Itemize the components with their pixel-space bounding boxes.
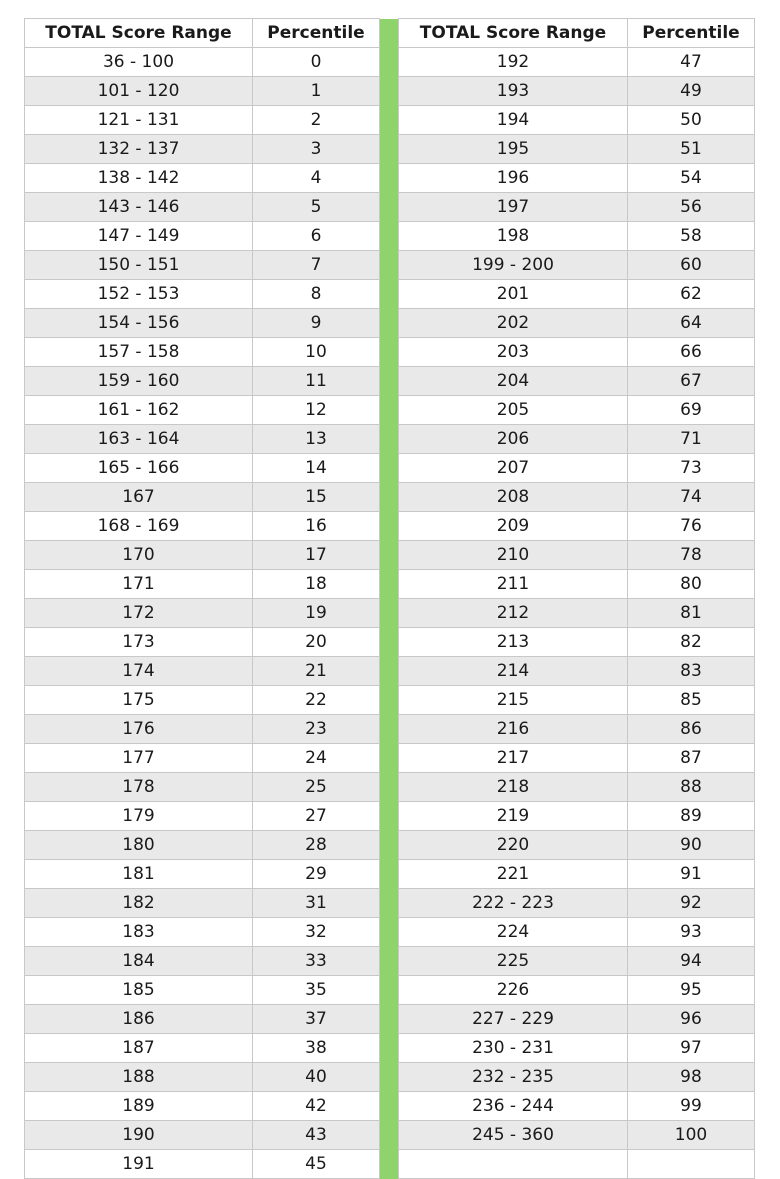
right-percentile-cell: 95 <box>628 976 755 1005</box>
table-row <box>25 483 755 512</box>
left-score-range-cell: 173 <box>25 628 253 657</box>
right-score-range-cell: 218 <box>399 773 628 802</box>
left-score-range-cell: 180 <box>25 831 253 860</box>
left-score-range-cell: 159 - 160 <box>25 367 253 396</box>
right-score-range-cell: 213 <box>399 628 628 657</box>
separator-cell <box>380 425 399 454</box>
separator-cell <box>380 1005 399 1034</box>
separator-cell <box>380 106 399 135</box>
table-row <box>25 425 755 454</box>
separator-cell <box>380 628 399 657</box>
left-percentile-cell: 10 <box>253 338 380 367</box>
right-percentile-cell: 93 <box>628 918 755 947</box>
left-score-range-cell: 175 <box>25 686 253 715</box>
right-percentile-cell: 47 <box>628 48 755 77</box>
right-score-range-cell: 212 <box>399 599 628 628</box>
left-score-range-cell: 147 - 149 <box>25 222 253 251</box>
left-percentile-cell: 37 <box>253 1005 380 1034</box>
table-row <box>25 222 755 251</box>
table-row <box>25 918 755 947</box>
right-score-range-cell <box>399 1150 628 1179</box>
right-score-range-cell: 201 <box>399 280 628 309</box>
left-percentile-cell: 28 <box>253 831 380 860</box>
separator-cell <box>380 947 399 976</box>
table-row <box>25 802 755 831</box>
right-percentile-cell: 73 <box>628 454 755 483</box>
left-percentile-cell: 8 <box>253 280 380 309</box>
right-score-range-cell: 197 <box>399 193 628 222</box>
table-row <box>25 889 755 918</box>
right-percentile-cell: 98 <box>628 1063 755 1092</box>
separator-cell <box>380 802 399 831</box>
separator-cell <box>380 1034 399 1063</box>
right-score-range-cell: 225 <box>399 947 628 976</box>
separator-cell <box>380 512 399 541</box>
table-row <box>25 947 755 976</box>
left-score-range-cell: 167 <box>25 483 253 512</box>
left-percentile-cell: 33 <box>253 947 380 976</box>
left-score-range-cell: 190 <box>25 1121 253 1150</box>
separator-cell <box>380 1092 399 1121</box>
table-row <box>25 657 755 686</box>
right-percentile-cell: 96 <box>628 1005 755 1034</box>
left-score-range-cell: 182 <box>25 889 253 918</box>
separator-cell <box>380 338 399 367</box>
left-score-range-cell: 168 - 169 <box>25 512 253 541</box>
right-score-range-cell: 245 - 360 <box>399 1121 628 1150</box>
table-row <box>25 454 755 483</box>
right-percentile-cell: 82 <box>628 628 755 657</box>
right-score-range-cell: 202 <box>399 309 628 338</box>
table-row <box>25 1005 755 1034</box>
right-score-range-cell: 214 <box>399 657 628 686</box>
right-score-range-cell: 193 <box>399 77 628 106</box>
right-percentile-cell: 86 <box>628 715 755 744</box>
separator-cell <box>380 164 399 193</box>
right-percentile-cell: 85 <box>628 686 755 715</box>
right-score-range-cell: 236 - 244 <box>399 1092 628 1121</box>
left-percentile-cell: 21 <box>253 657 380 686</box>
header-score-range-right: TOTAL Score Range <box>399 19 628 48</box>
left-percentile-cell: 3 <box>253 135 380 164</box>
right-score-range-cell: 224 <box>399 918 628 947</box>
left-score-range-cell: 161 - 162 <box>25 396 253 425</box>
table-row <box>25 1034 755 1063</box>
separator-cell <box>380 1150 399 1179</box>
right-percentile-cell: 81 <box>628 599 755 628</box>
separator-cell <box>380 976 399 1005</box>
right-score-range-cell: 203 <box>399 338 628 367</box>
separator-cell <box>380 1063 399 1092</box>
right-percentile-cell: 83 <box>628 657 755 686</box>
left-percentile-cell: 45 <box>253 1150 380 1179</box>
right-percentile-cell: 49 <box>628 77 755 106</box>
right-percentile-cell: 54 <box>628 164 755 193</box>
right-percentile-cell: 56 <box>628 193 755 222</box>
separator-cell <box>380 193 399 222</box>
right-percentile-cell <box>628 1150 755 1179</box>
right-score-range-cell: 206 <box>399 425 628 454</box>
right-score-range-cell: 199 - 200 <box>399 251 628 280</box>
right-score-range-cell: 210 <box>399 541 628 570</box>
right-percentile-cell: 90 <box>628 831 755 860</box>
right-score-range-cell: 195 <box>399 135 628 164</box>
right-score-range-cell: 209 <box>399 512 628 541</box>
separator-cell <box>380 135 399 164</box>
left-percentile-cell: 11 <box>253 367 380 396</box>
table-row <box>25 976 755 1005</box>
left-score-range-cell: 150 - 151 <box>25 251 253 280</box>
left-score-range-cell: 191 <box>25 1150 253 1179</box>
table-row <box>25 1121 755 1150</box>
left-percentile-cell: 35 <box>253 976 380 1005</box>
separator-cell <box>380 48 399 77</box>
left-score-range-cell: 189 <box>25 1092 253 1121</box>
left-score-range-cell: 185 <box>25 976 253 1005</box>
left-score-range-cell: 163 - 164 <box>25 425 253 454</box>
right-score-range-cell: 226 <box>399 976 628 1005</box>
left-score-range-cell: 154 - 156 <box>25 309 253 338</box>
right-percentile-cell: 58 <box>628 222 755 251</box>
left-percentile-cell: 22 <box>253 686 380 715</box>
left-percentile-cell: 14 <box>253 454 380 483</box>
right-score-range-cell: 204 <box>399 367 628 396</box>
left-score-range-cell: 143 - 146 <box>25 193 253 222</box>
table-row <box>25 251 755 280</box>
separator-cell <box>380 396 399 425</box>
table-row <box>25 773 755 802</box>
left-score-range-cell: 177 <box>25 744 253 773</box>
table-row <box>25 1063 755 1092</box>
right-percentile-cell: 88 <box>628 773 755 802</box>
table-row <box>25 512 755 541</box>
table-row <box>25 599 755 628</box>
right-score-range-cell: 217 <box>399 744 628 773</box>
left-score-range-cell: 121 - 131 <box>25 106 253 135</box>
separator-cell <box>380 367 399 396</box>
table-body <box>25 48 755 1179</box>
separator-cell <box>380 77 399 106</box>
left-percentile-cell: 20 <box>253 628 380 657</box>
table-row <box>25 280 755 309</box>
right-percentile-cell: 71 <box>628 425 755 454</box>
right-score-range-cell: 198 <box>399 222 628 251</box>
separator-cell <box>380 831 399 860</box>
right-percentile-cell: 89 <box>628 802 755 831</box>
separator-cell <box>380 599 399 628</box>
right-score-range-cell: 222 - 223 <box>399 889 628 918</box>
table-row <box>25 541 755 570</box>
separator-cell <box>380 251 399 280</box>
right-score-range-cell: 207 <box>399 454 628 483</box>
left-percentile-cell: 29 <box>253 860 380 889</box>
separator-cell <box>380 309 399 338</box>
table-row <box>25 135 755 164</box>
left-score-range-cell: 188 <box>25 1063 253 1092</box>
left-percentile-cell: 5 <box>253 193 380 222</box>
left-score-range-cell: 101 - 120 <box>25 77 253 106</box>
right-percentile-cell: 64 <box>628 309 755 338</box>
left-percentile-cell: 7 <box>253 251 380 280</box>
left-score-range-cell: 176 <box>25 715 253 744</box>
left-score-range-cell: 132 - 137 <box>25 135 253 164</box>
left-percentile-cell: 43 <box>253 1121 380 1150</box>
right-score-range-cell: 196 <box>399 164 628 193</box>
separator-cell <box>380 889 399 918</box>
separator-cell <box>380 657 399 686</box>
left-percentile-cell: 38 <box>253 1034 380 1063</box>
left-percentile-cell: 23 <box>253 715 380 744</box>
separator-cell <box>380 222 399 251</box>
header-percentile-left: Percentile <box>253 19 380 48</box>
left-percentile-cell: 27 <box>253 802 380 831</box>
left-score-range-cell: 181 <box>25 860 253 889</box>
separator-cell <box>380 918 399 947</box>
left-percentile-cell: 18 <box>253 570 380 599</box>
separator-cell <box>380 686 399 715</box>
right-percentile-cell: 74 <box>628 483 755 512</box>
separator-cell <box>380 454 399 483</box>
left-percentile-cell: 4 <box>253 164 380 193</box>
left-score-range-cell: 174 <box>25 657 253 686</box>
right-percentile-cell: 67 <box>628 367 755 396</box>
table-row <box>25 1150 755 1179</box>
right-score-range-cell: 211 <box>399 570 628 599</box>
left-percentile-cell: 0 <box>253 48 380 77</box>
separator-cell <box>380 773 399 802</box>
right-score-range-cell: 227 - 229 <box>399 1005 628 1034</box>
separator-cell <box>380 570 399 599</box>
left-score-range-cell: 178 <box>25 773 253 802</box>
right-score-range-cell: 232 - 235 <box>399 1063 628 1092</box>
left-score-range-cell: 187 <box>25 1034 253 1063</box>
left-percentile-cell: 15 <box>253 483 380 512</box>
score-percentile-table <box>24 18 755 1179</box>
table-row <box>25 831 755 860</box>
right-percentile-cell: 100 <box>628 1121 755 1150</box>
table-row <box>25 309 755 338</box>
right-percentile-cell: 94 <box>628 947 755 976</box>
right-percentile-cell: 60 <box>628 251 755 280</box>
right-score-range-cell: 205 <box>399 396 628 425</box>
left-percentile-cell: 9 <box>253 309 380 338</box>
right-percentile-cell: 99 <box>628 1092 755 1121</box>
left-percentile-cell: 24 <box>253 744 380 773</box>
table-row <box>25 106 755 135</box>
left-percentile-cell: 6 <box>253 222 380 251</box>
right-score-range-cell: 208 <box>399 483 628 512</box>
table-row <box>25 570 755 599</box>
table-row <box>25 338 755 367</box>
header-score-range-left: TOTAL Score Range <box>25 19 253 48</box>
left-score-range-cell: 186 <box>25 1005 253 1034</box>
right-score-range-cell: 215 <box>399 686 628 715</box>
separator-cell <box>380 483 399 512</box>
right-score-range-cell: 216 <box>399 715 628 744</box>
left-percentile-cell: 19 <box>253 599 380 628</box>
left-percentile-cell: 17 <box>253 541 380 570</box>
right-score-range-cell: 219 <box>399 802 628 831</box>
left-percentile-cell: 32 <box>253 918 380 947</box>
header-percentile-right: Percentile <box>628 19 755 48</box>
right-percentile-cell: 62 <box>628 280 755 309</box>
left-percentile-cell: 16 <box>253 512 380 541</box>
separator-cell <box>380 744 399 773</box>
table-row <box>25 686 755 715</box>
column-separator <box>380 19 399 48</box>
percentile-table-container <box>24 18 754 1179</box>
separator-cell <box>380 860 399 889</box>
table-row <box>25 164 755 193</box>
right-percentile-cell: 78 <box>628 541 755 570</box>
right-percentile-cell: 91 <box>628 860 755 889</box>
left-percentile-cell: 40 <box>253 1063 380 1092</box>
right-score-range-cell: 230 - 231 <box>399 1034 628 1063</box>
left-percentile-cell: 12 <box>253 396 380 425</box>
left-score-range-cell: 172 <box>25 599 253 628</box>
right-percentile-cell: 69 <box>628 396 755 425</box>
table-row <box>25 193 755 222</box>
table-row <box>25 628 755 657</box>
right-percentile-cell: 80 <box>628 570 755 599</box>
right-score-range-cell: 220 <box>399 831 628 860</box>
right-percentile-cell: 87 <box>628 744 755 773</box>
left-score-range-cell: 157 - 158 <box>25 338 253 367</box>
left-percentile-cell: 13 <box>253 425 380 454</box>
separator-cell <box>380 541 399 570</box>
right-percentile-cell: 97 <box>628 1034 755 1063</box>
left-percentile-cell: 1 <box>253 77 380 106</box>
separator-cell <box>380 715 399 744</box>
table-row <box>25 1092 755 1121</box>
separator-cell <box>380 1121 399 1150</box>
right-percentile-cell: 76 <box>628 512 755 541</box>
left-score-range-cell: 171 <box>25 570 253 599</box>
left-percentile-cell: 31 <box>253 889 380 918</box>
left-score-range-cell: 184 <box>25 947 253 976</box>
right-percentile-cell: 66 <box>628 338 755 367</box>
separator-cell <box>380 280 399 309</box>
right-score-range-cell: 194 <box>399 106 628 135</box>
left-percentile-cell: 2 <box>253 106 380 135</box>
left-score-range-cell: 183 <box>25 918 253 947</box>
right-percentile-cell: 51 <box>628 135 755 164</box>
right-score-range-cell: 192 <box>399 48 628 77</box>
left-percentile-cell: 42 <box>253 1092 380 1121</box>
right-percentile-cell: 50 <box>628 106 755 135</box>
right-score-range-cell: 221 <box>399 860 628 889</box>
left-score-range-cell: 170 <box>25 541 253 570</box>
table-row <box>25 715 755 744</box>
left-score-range-cell: 165 - 166 <box>25 454 253 483</box>
table-row <box>25 744 755 773</box>
left-score-range-cell: 36 - 100 <box>25 48 253 77</box>
table-row <box>25 367 755 396</box>
left-score-range-cell: 152 - 153 <box>25 280 253 309</box>
table-row <box>25 396 755 425</box>
left-percentile-cell: 25 <box>253 773 380 802</box>
table-row <box>25 860 755 889</box>
left-score-range-cell: 179 <box>25 802 253 831</box>
table-row <box>25 48 755 77</box>
left-score-range-cell: 138 - 142 <box>25 164 253 193</box>
table-row <box>25 77 755 106</box>
right-percentile-cell: 92 <box>628 889 755 918</box>
header-row <box>25 19 755 48</box>
